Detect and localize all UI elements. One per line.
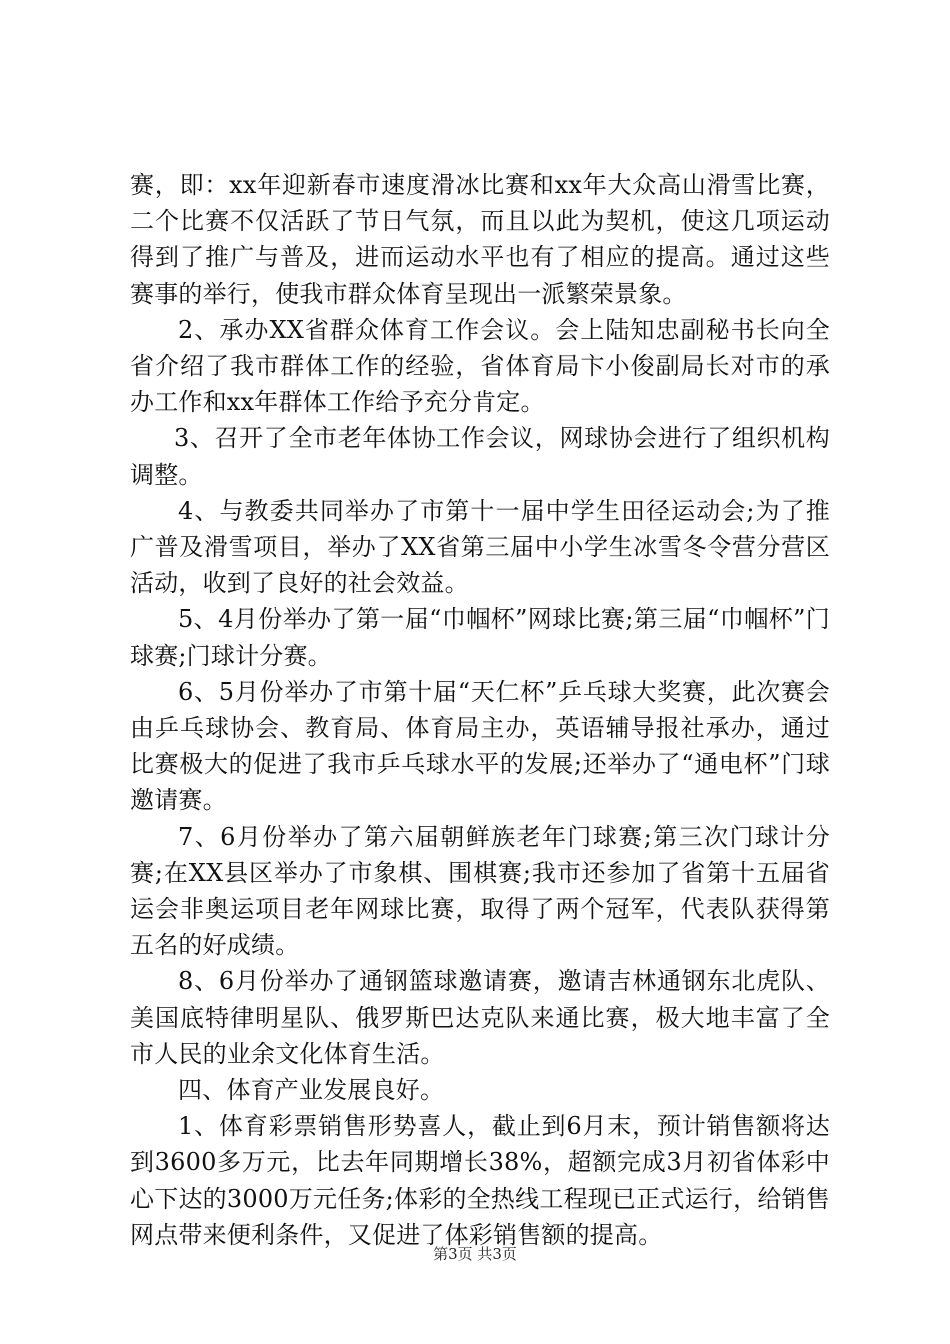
paragraph-item-3: 3、召开了全市老年体协工作会议，网球协会进行了组织机构调整。: [130, 424, 830, 489]
section-heading-4: 四、体育产业发展良好。: [178, 1076, 445, 1105]
paragraph-lottery: 1、体育彩票销售形势喜人，截止到6月末，预计销售额将达到3600多万元，比去年同期增长38%，超额完成3月初省体彩中心下达的3000万元任务;体彩的全热线工程现已正式运行，给销售网点带来便利条件，又促进了体彩销售额的提高。: [130, 1112, 830, 1249]
paragraph-item-6: 6、5月份举办了市第十届“天仁杯”乒乓球大奖赛，此次赛会由乒乓球协会、教育局、体育局主办，英语辅导报社承办，通过比赛极大的促进了我市乒乓球水平的发展;还举办了“通电杯”门球邀请赛。: [130, 677, 830, 815]
paragraph-item-7: 7、6月份举办了第六届朝鲜族老年门球赛;第三次门球计分赛;在XX县区举办了市象棋、围棋赛;我市还参加了省第十五届省运会非奥运项目老年网球比赛，取得了两个冠军，代表队获得第五名的好成绩。: [130, 822, 830, 960]
paragraph-item-2: 2、承办XX省群众体育工作会议。会上陆知忠副秘书长向全省介绍了我市群体工作的经验，省体育局卞小俊副局长对市的承办工作和xx年群体工作给予充分肯定。: [130, 315, 830, 417]
paragraph-continuation: 赛，即：xx年迎新春市速度滑冰比赛和xx年大众高山滑雪比赛，二个比赛不仅活跃了节日气氛，而且以此为契机，使这几项运动得到了推广与普及，进而运动水平也有了相应的提高。通过这些赛事的举行，使我市群众体育呈现出一派繁荣景象。: [130, 171, 830, 308]
paragraph-item-8: 8、6月份举办了通钢篮球邀请赛，邀请吉林通钢东北虎队、美国底特律明星队、俄罗斯巴达克队来通比赛，极大地丰富了全市人民的业余文化体育生活。: [130, 967, 830, 1068]
paragraph-item-4: 4、与教委共同举办了市第十一届中学生田径运动会;为了推广普及滑雪项目，举办了XX省第三届中小学生冰雪冬令营分营区活动，收到了良好的社会效益。: [130, 496, 830, 598]
paragraph-item-5: 5、4月份举办了第一届“巾帼杯”网球比赛;第三届“巾帼杯”门球赛;门球计分赛。: [130, 605, 830, 670]
page-number-footer: 第3页 共3页: [433, 1245, 517, 1263]
document-body: [130, 167, 830, 1253]
